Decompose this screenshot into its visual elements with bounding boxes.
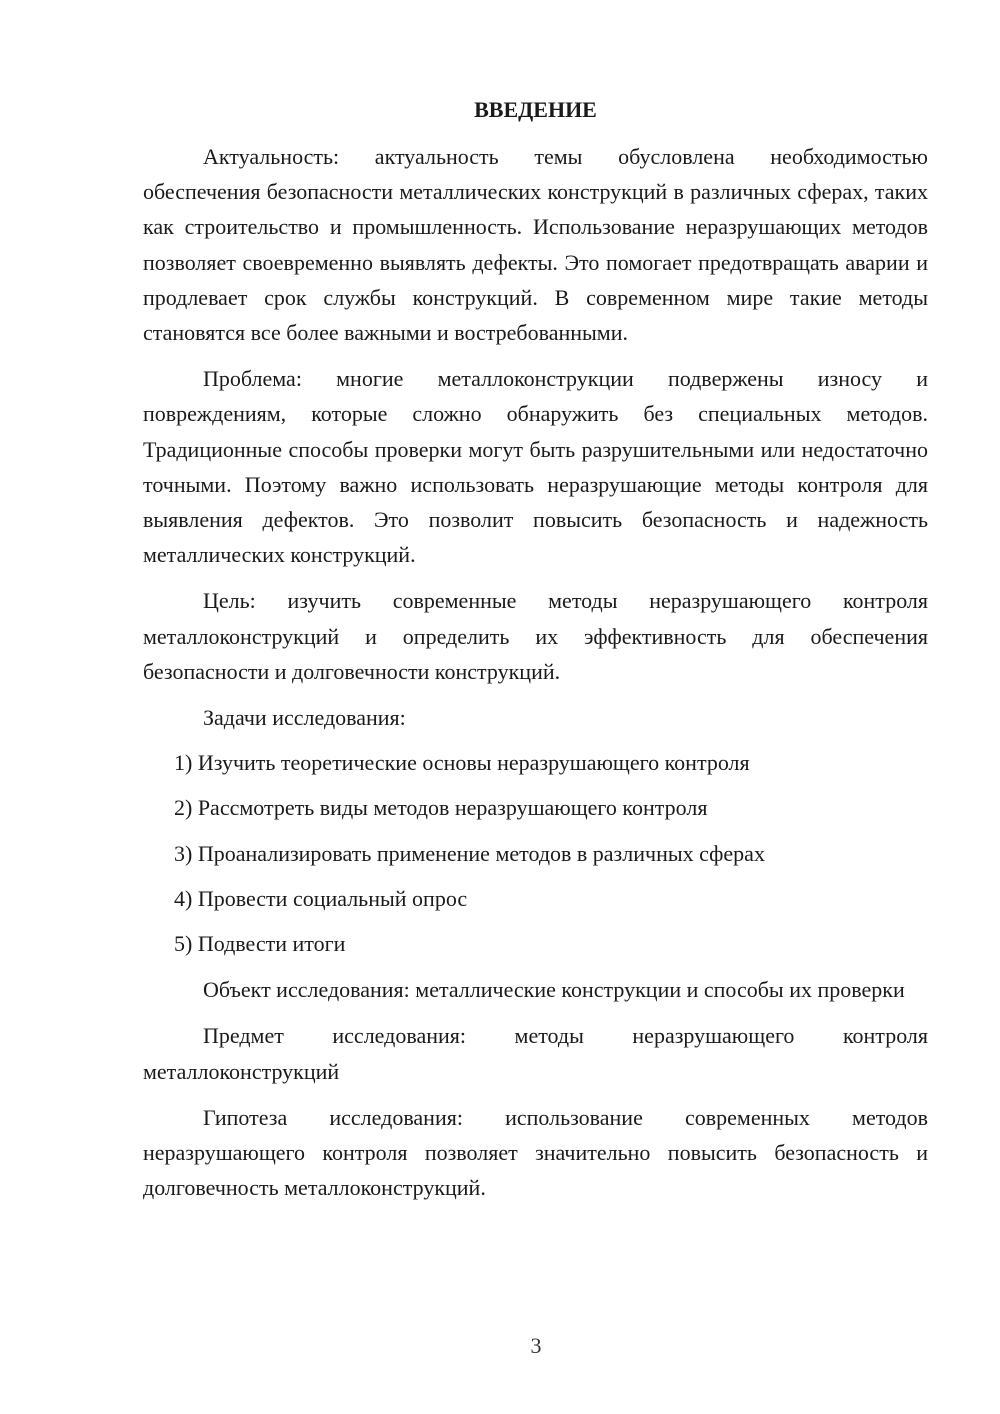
list-item: 5) Подвести итоги [174,931,346,957]
list-item: 4) Провести социальный опрос [174,885,468,911]
list-item: 1) Изучить теоретические основы неразрушающего контроля [174,750,750,776]
paragraph-problem: Проблема: многие металлоконструкции подвержены износу и повреждениям, которые сложно обнаружить без специальных методов. Традиционные способы проверки могут быть разрушительными или недостаточно точными. Поэтому важно использовать неразрушающие методы контроля для выявления дефектов. Это позволит повысить безопасность и надежность металлических конструкций. [143,366,928,568]
paragraph-hypothesis: Гипотеза исследования: использование современных методов неразрушающего контроля позволяет значительно повысить безопасность и долговечность металлоконструкций. [143,1104,928,1201]
document-page [143,92,928,1216]
page-title: ВВЕДЕНИЕ [474,97,597,122]
paragraph-goal: Цель: изучить современные методы неразрушающего контроля металлоконструкций и определить их эффективность для обеспечения безопасности и долговечности конструкций. [143,588,928,684]
page-number: 3 [530,1333,542,1358]
task-list [143,745,928,961]
paragraph-subject: Предмет исследования: методы неразрушающего контроля металлоконструкций [143,1023,928,1084]
paragraph-relevance: Актуальность: актуальность темы обусловлена необходимостью обеспечения безопасности металлических конструкций в различных сферах, таких как строительство и промышленность. Использование неразрушающих методов позволяет своевременно выявлять дефекты. Это помогает предотвращать аварии и продлевает срок службы конструкций. В современном мире такие методы становятся все более важными и востребованными. [143,144,928,346]
list-item: 2) Рассмотреть виды методов неразрушающего контроля [174,795,708,821]
paragraph-object: Объект исследования: металлические конструкции и способы их проверки [203,977,905,1003]
tasks-heading: Задачи исследования: [203,705,406,731]
list-item: 3) Проанализировать применение методов в различных сферах [174,840,765,866]
